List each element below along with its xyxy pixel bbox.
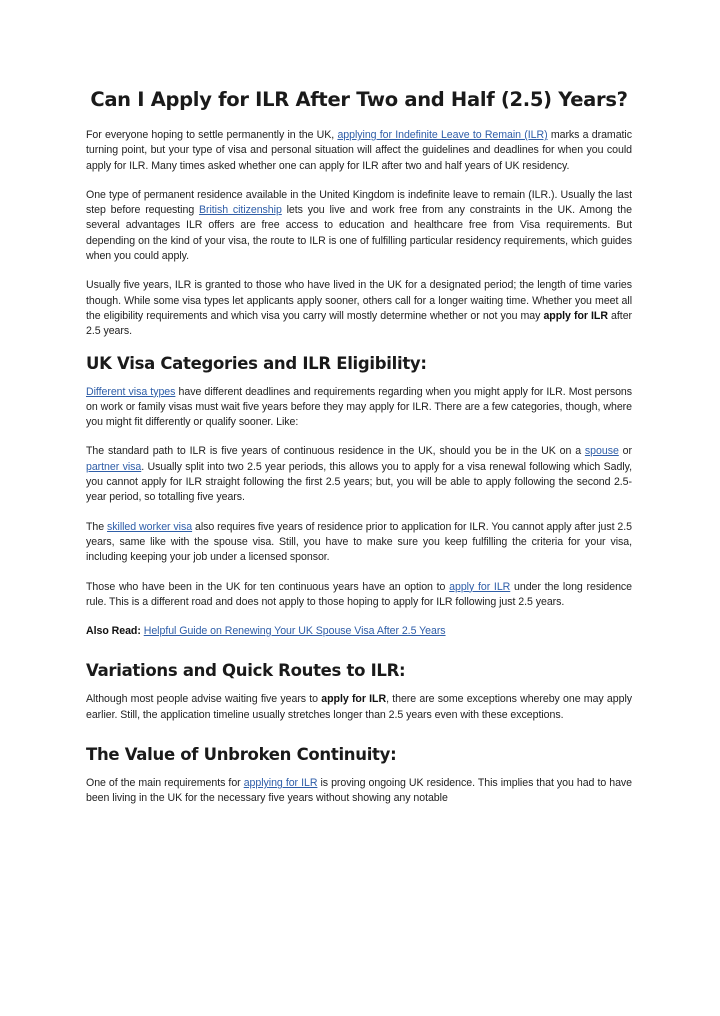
text: Those who have been in the UK for ten continuous years have an option to bbox=[86, 580, 450, 593]
document-page bbox=[86, 88, 632, 821]
link-apply-for-ilr[interactable]: apply for ILR bbox=[449, 580, 511, 593]
text: The bbox=[86, 520, 108, 533]
section-heading-visa-categories: UK Visa Categories and ILR Eligibility: bbox=[86, 353, 427, 373]
text: under the long residence rule. This is a different road and does not apply to those hoping to apply for ILR following just 2.5 years. bbox=[86, 580, 632, 608]
link-spouse[interactable]: spouse bbox=[584, 445, 619, 458]
text: after 2.5 years. bbox=[86, 309, 633, 338]
section-heading-continuity: The Value of Unbroken Continuity: bbox=[86, 745, 397, 765]
also-read bbox=[86, 624, 632, 639]
text: . Usually split into two 2.5 year periods, this allows you to apply for a visa renewal following which Sadly, you cannot apply for ILR straight following the first 2.5 years; but, you will be able to apply following the second 2.5-year period, so totalling five years. bbox=[86, 460, 632, 504]
text: One of the main requirements for bbox=[86, 777, 244, 790]
text: The standard path to ILR is five years of continuous residence in the UK, should you be in the UK on a bbox=[86, 445, 585, 458]
link-british-citizenship[interactable]: British citizenship bbox=[198, 204, 282, 217]
section2-paragraph-1 bbox=[86, 692, 632, 723]
page-title: Can I Apply for ILR After Two and Half (2.5) Years? bbox=[90, 88, 628, 111]
text: lets you live and work free from any constraints in the UK. Among the several advantages ILR offers are free access to education and healthcare free from Visa requirements. But depending on the kind of your visa, the route to ILR is one of fulfilling particular residency requirements, which guides when you could apply. bbox=[86, 204, 632, 263]
intro-paragraph-1 bbox=[86, 128, 632, 174]
link-different-visa-types[interactable]: Different visa types bbox=[86, 385, 176, 398]
text: have different deadlines and requirements regarding when you might apply for ILR. Most persons on work or family visas must wait five years before they may apply for ILR. There are a few categories, though, where you might fit differently or qualify sooner. Like: bbox=[86, 385, 632, 429]
link-spouse-visa-renewal-guide[interactable]: Helpful Guide on Renewing Your UK Spouse Visa After 2.5 Years bbox=[143, 625, 446, 638]
text: marks a dramatic turning point, but your type of visa and personal situation will affect the guidelines and deadlines for when you could apply for ILR. Many times asked whether one can apply for ILR after two and half years of UK residency. bbox=[86, 129, 632, 172]
link-skilled-worker-visa[interactable]: skilled worker visa bbox=[107, 520, 193, 533]
text: is proving ongoing UK residence. This implies that you had to have been living in the UK for the necessary five years without showing any notable bbox=[86, 777, 632, 805]
also-read-label: Also Read: bbox=[86, 625, 144, 638]
text: or bbox=[618, 445, 632, 458]
section1-paragraph-1 bbox=[86, 385, 632, 431]
section1-paragraph-3 bbox=[86, 520, 632, 566]
intro-paragraph-2 bbox=[86, 188, 632, 264]
text: For everyone hoping to settle permanently in the UK, bbox=[86, 129, 338, 141]
section-heading-variations: Variations and Quick Routes to ILR: bbox=[86, 661, 406, 681]
text: also requires five years of residence prior to application for ILR. You cannot apply after just 2.5 years, same like with the spouse visa. Still, you have to make sure you keep fulfilling the criteria for your visa, including keeping your job under a licensed sponsor. bbox=[86, 520, 632, 564]
link-partner-visa[interactable]: partner visa bbox=[86, 460, 142, 473]
section1-paragraph-2 bbox=[86, 444, 632, 505]
section1-paragraph-4 bbox=[86, 580, 632, 611]
link-applying-for-ilr[interactable]: applying for Indefinite Leave to Remain (ILR) bbox=[337, 129, 548, 141]
text: Although most people advise waiting five years to bbox=[86, 693, 322, 706]
bold-text: apply for ILR bbox=[543, 309, 608, 322]
text: Usually five years, ILR is granted to those who have lived in the UK for a designated period; the length of time varies though. While some visa types let applicants apply sooner, others call for a longer waiting time. Whether you meet all the eligibility requirements and which visa you carry will mostly determine whether or not you may bbox=[86, 279, 632, 322]
text: One type of permanent residence available in the United Kingdom is indefinite leave to remain (ILR.). Usually the last step before requesting bbox=[86, 188, 632, 217]
link-applying-for-ilr-2[interactable]: applying for ILR bbox=[243, 777, 318, 790]
intro-paragraph-3 bbox=[86, 278, 632, 339]
bold-text: apply for ILR bbox=[321, 693, 387, 706]
text: , there are some exceptions whereby one may apply earlier. Still, the application timeline usually stretches longer than 2.5 years even with these exceptions. bbox=[86, 693, 632, 721]
section3-paragraph-1 bbox=[86, 776, 632, 807]
